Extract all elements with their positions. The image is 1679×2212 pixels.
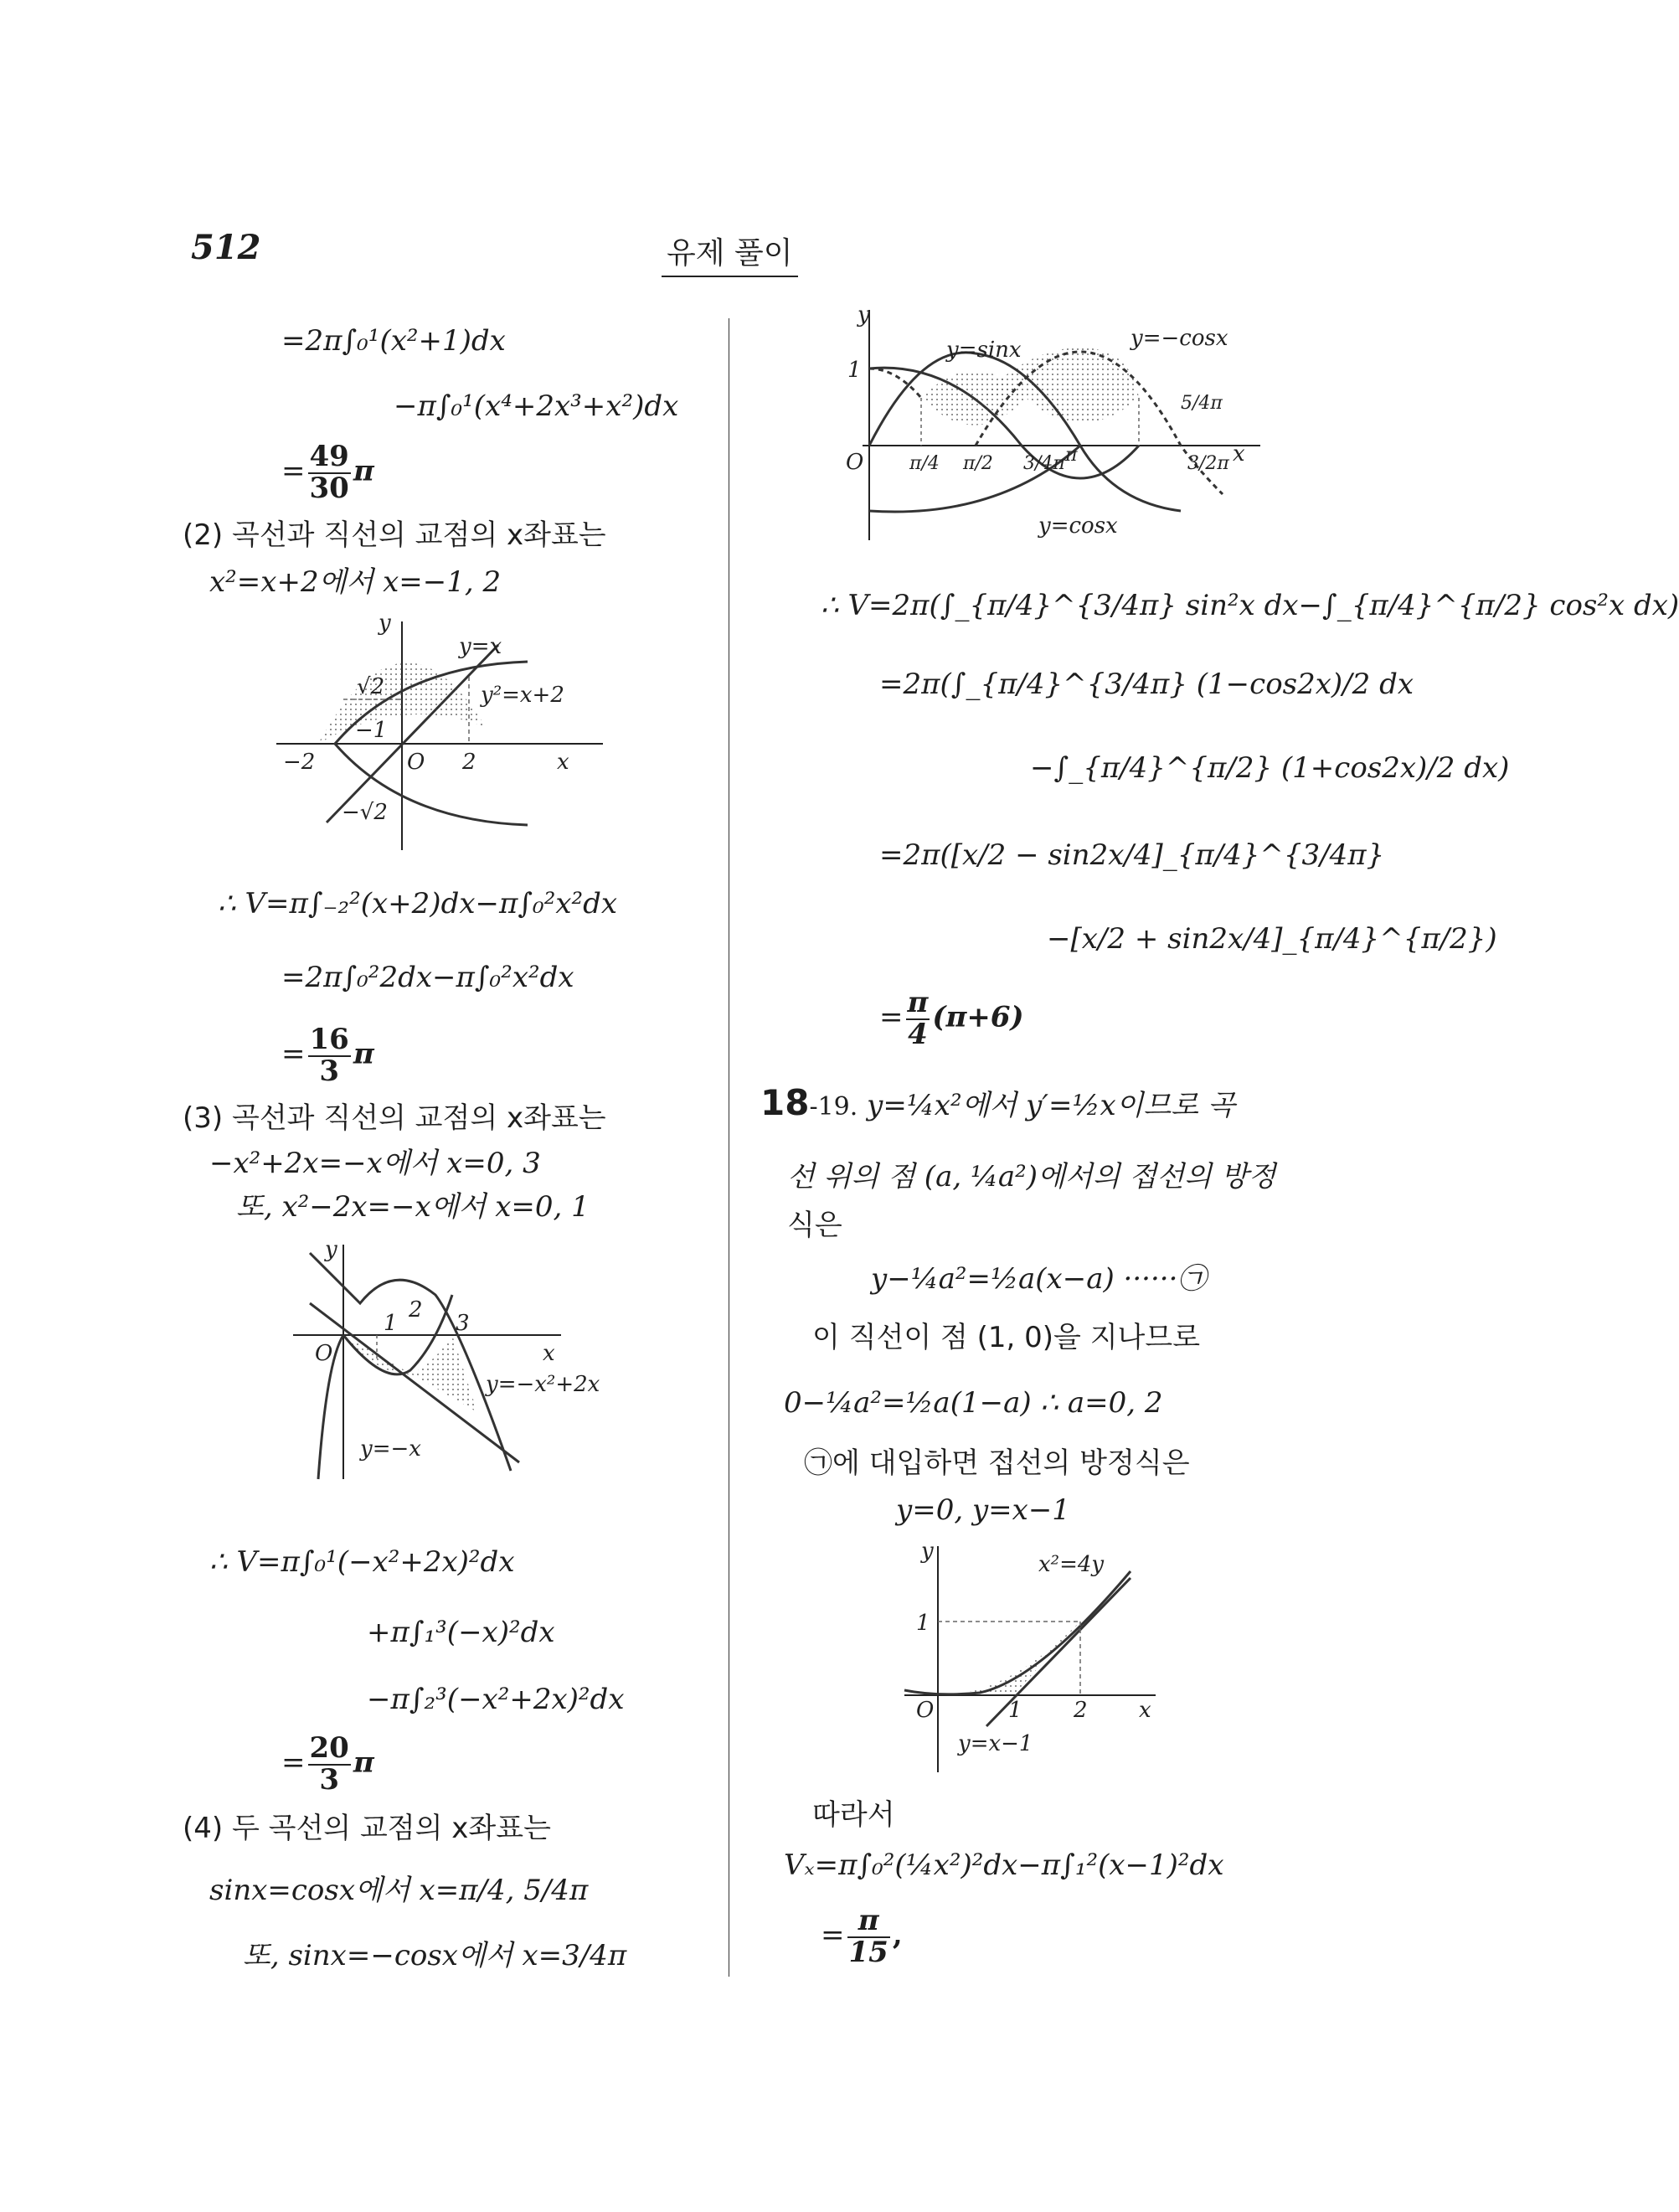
- eq-line: sinx=cosx에서 x=π/4, 5/4π: [209, 1874, 589, 1907]
- axis-label-y: y: [921, 1539, 934, 1564]
- curve-label: y=−cosx: [1130, 326, 1228, 351]
- graph-parabola-line: [268, 611, 620, 854]
- eq-line: =2π([x/2 − sin2x/4]_{π/4}^{3/4π}: [879, 838, 1385, 872]
- page-number: 512: [191, 228, 261, 267]
- text-line: 따라서: [812, 1798, 895, 1832]
- eq-line: +π∫₁³(−x)²dx: [367, 1616, 555, 1649]
- eq-line: 또, x²−2x=−x에서 x=0, 1: [236, 1190, 590, 1224]
- curve-label: y=sinx: [946, 338, 1022, 363]
- eq-line: −∫_{π/4}^{π/2} (1+cos2x)/2 dx): [1030, 751, 1510, 785]
- eq-line: y−¼a²=½a(x−a) ······㉠: [871, 1262, 1207, 1296]
- result-2: = $\frac{49}{30}$ π: [281, 440, 374, 505]
- result-3: = $\frac{20}{3}$ π: [281, 1731, 374, 1797]
- problem-18-19: 18-19. y=¼x²에서 y′=½x이므로 곡: [760, 1082, 1235, 1123]
- tick-label: π: [1065, 445, 1078, 466]
- tick-label: 1: [847, 358, 862, 383]
- tick-label: 1: [384, 1311, 398, 1336]
- text-line: 식은: [787, 1209, 842, 1242]
- eq-line: −x²+2x=−x에서 x=0, 3: [209, 1147, 541, 1180]
- eq-line: ∴ V=π∫₋₂²(x+2)dx−π∫₀²x²dx: [218, 887, 618, 920]
- origin-label: O: [846, 450, 864, 475]
- tick-label: 1: [1008, 1698, 1022, 1723]
- axis-label-x: x: [557, 750, 569, 775]
- subproblem-2-head: (2) 곡선과 직선의 교점의 x좌표는: [183, 518, 606, 552]
- eq-line: −[x/2 + sin2x/4]_{π/4}^{π/2}): [1047, 922, 1497, 956]
- graph-tangent: [888, 1538, 1189, 1781]
- eq-line: ∴ V=π∫₀¹(−x²+2x)²dx: [209, 1545, 515, 1579]
- eq-line: ∴ V=2π(∫_{π/4}^{3/4π} sin²x dx−∫_{π/4}^{π/2} cos²x dx): [821, 589, 1679, 622]
- result-right: = $\frac{\pi}{4}$ (π+6): [879, 986, 1024, 1051]
- subproblem-4-head: (4) 두 곡선의 교점의 x좌표는: [183, 1812, 551, 1845]
- line-label: y=−x: [360, 1436, 421, 1462]
- line-label: y=x−1: [958, 1731, 1033, 1756]
- axis-label-x: x: [543, 1341, 555, 1366]
- subproblem-3-head: (3) 곡선과 직선의 교점의 x좌표는: [183, 1101, 606, 1135]
- tick-label: √2: [357, 674, 385, 699]
- tick-label: 3/2π: [1187, 453, 1229, 474]
- curve-label: y=−x²+2x: [486, 1372, 600, 1397]
- origin-label: O: [407, 750, 425, 775]
- tick-label: 2: [462, 750, 476, 775]
- eq-line: −π∫₀¹(x⁴+2x³+x²)dx: [394, 389, 679, 423]
- eq-line: =2π(∫_{π/4}^{3/4π} (1−cos2x)/2 dx: [879, 668, 1414, 701]
- line-label: y=x: [459, 634, 502, 659]
- tick-label: 3/4π: [1023, 453, 1065, 474]
- text-line: 선 위의 점 (a, ¼a²)에서의 접선의 방정: [787, 1160, 1276, 1194]
- tick-label: 1: [916, 1611, 930, 1636]
- graph-parabolas: [285, 1236, 670, 1488]
- tick-label: 5/4π: [1181, 393, 1223, 414]
- result-vx: = $\frac{\pi}{15}$ ,: [821, 1904, 903, 1969]
- eq-line: =2π∫₀¹(x²+1)dx: [281, 324, 506, 358]
- tick-label: 2: [1074, 1698, 1088, 1723]
- axis-label-x: x: [1233, 441, 1245, 467]
- eq-line: 0−¼a²=½a(1−a) ∴ a=0, 2: [784, 1386, 1163, 1420]
- axis-label-y: y: [325, 1237, 337, 1262]
- eq-line: 또, sinx=−cosx에서 x=3/4π: [243, 1939, 627, 1972]
- tick-label: −2: [283, 750, 316, 775]
- curve-label: y²=x+2: [481, 683, 564, 708]
- tick-label: π/4: [909, 453, 940, 474]
- origin-label: O: [315, 1341, 333, 1366]
- tick-label: 2: [409, 1297, 423, 1323]
- curve-label: x²=4y: [1038, 1552, 1105, 1577]
- result-2: = $\frac{16}{3}$ π: [281, 1023, 374, 1088]
- text-line: ㉠에 대입하면 접선의 방정식은: [804, 1446, 1190, 1480]
- text-line: 이 직선이 점 (1, 0)을 지나므로: [812, 1321, 1201, 1354]
- tick-label: −1: [355, 718, 388, 743]
- graph-trig: [829, 302, 1281, 544]
- eq-line: =2π∫₀²2dx−π∫₀²x²dx: [281, 961, 574, 994]
- tick-label: −√2: [342, 800, 388, 825]
- tick-label: 3: [456, 1311, 470, 1336]
- eq-line: x²=x+2에서 x=−1, 2: [209, 565, 502, 599]
- axis-label-y: y: [858, 302, 870, 327]
- origin-label: O: [916, 1698, 935, 1723]
- tick-label: π/2: [963, 453, 993, 474]
- eq-line: Vₓ=π∫₀²(¼x²)²dx−π∫₁²(x−1)²dx: [784, 1848, 1224, 1882]
- eq-line: −π∫₂³(−x²+2x)²dx: [367, 1683, 625, 1716]
- axis-label-x: x: [1139, 1698, 1151, 1723]
- page-title: 유제 풀이: [662, 229, 798, 277]
- eq-line: y=0, y=x−1: [896, 1493, 1070, 1527]
- curve-label: y=cosx: [1038, 513, 1118, 539]
- axis-label-y: y: [379, 611, 391, 636]
